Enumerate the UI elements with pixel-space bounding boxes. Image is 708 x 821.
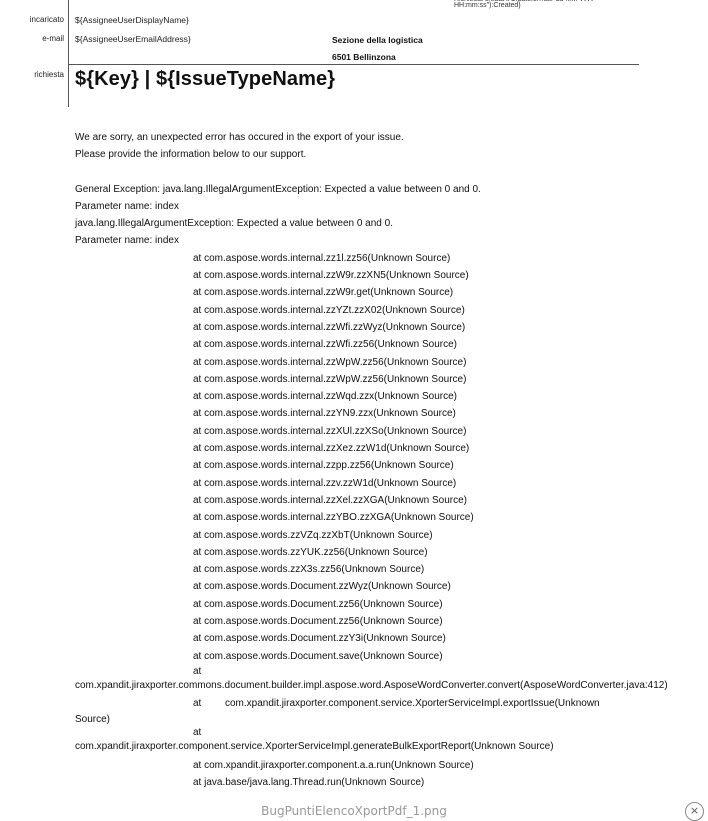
stack-frame: at com.aspose.words.zzX3s.zz56(Unknown Source) bbox=[193, 564, 425, 576]
stack-frame: at com.aspose.words.internal.zzYN9.zzx(Unknown Source) bbox=[193, 408, 456, 420]
error-message-line2: Please provide the information below to our support. bbox=[75, 149, 307, 161]
bulk-export-frame: com.xpandit.jiraxporter.component.service.XporterServiceImpl.generateBulkExportReport(Unknown Source) bbox=[75, 741, 554, 753]
stack-frame: at com.aspose.words.internal.zzWfi.zzWyz(Unknown Source) bbox=[193, 321, 466, 333]
email-value: ${AssigneeUserEmailAddress} bbox=[75, 34, 191, 44]
export-frame-row bbox=[75, 695, 705, 712]
converter-frame: com.xpandit.jiraxporter.commons.document.builder.impl.aspose.word.AsposeWordConverter.convert(AsposeWordConverter.java:412) bbox=[75, 679, 668, 691]
export-frame-wrap-spacer: Source) bbox=[75, 713, 111, 725]
stack-frame: at com.aspose.words.internal.zzYZt.zzX02(Unknown Source) bbox=[193, 304, 465, 316]
stack-frame: at java.base/java.lang.Thread.run(Unknown Source) bbox=[193, 777, 425, 788]
org-address: 6501 Bellinzona bbox=[332, 52, 396, 62]
issue-title: ${Key} | ${IssueTypeName} bbox=[75, 68, 336, 90]
stack-frame: at com.aspose.words.Document.zzWyz(Unknown Source) bbox=[193, 581, 451, 593]
stack-frame-at: at bbox=[193, 698, 202, 710]
stack-frame: at com.aspose.words.internal.zzWpW.zz56(Unknown Source) bbox=[193, 373, 467, 385]
stack-frame: at com.aspose.words.internal.zzW9r.get(Unknown Source) bbox=[193, 287, 454, 299]
stack-frame: at com.aspose.words.internal.zzW9r.zzXN5(Unknown Source) bbox=[193, 270, 469, 282]
created-date-line2: HH:mm:ss"):Created} bbox=[454, 2, 521, 9]
stack-frame-at: at bbox=[193, 727, 202, 739]
stack-frame: at com.aspose.words.internal.zzXel.zzXGA(Unknown Source) bbox=[193, 494, 468, 506]
general-exception: General Exception: java.lang.IllegalArgumentException: Expected a value between 0 and 0. bbox=[75, 183, 481, 195]
stack-frame: at com.aspose.words.Document.save(Unknown Source) bbox=[193, 650, 443, 662]
export-frame: com.xpandit.jiraxporter.component.service.XporterServiceImpl.exportIssue(Unknown bbox=[225, 698, 600, 710]
stack-frame: at com.aspose.words.zzVZq.zzXbT(Unknown Source) bbox=[193, 529, 433, 541]
stack-frame: at com.aspose.words.internal.zzv.zzW1d(Unknown Source) bbox=[193, 477, 457, 489]
stack-frame: at com.xpandit.jiraxporter.component.a.a.run(Unknown Source) bbox=[193, 759, 474, 771]
stack-frame: at com.aspose.words.internal.zzWpW.zz56(Unknown Source) bbox=[193, 356, 467, 368]
error-message-line1: We are sorry, an unexpected error has occured in the export of your issue. bbox=[75, 132, 404, 143]
stack-frame-at: at bbox=[193, 665, 202, 677]
stack-frame: at com.aspose.words.internal.zzXUl.zzXSo(Unknown Source) bbox=[193, 425, 467, 437]
stack-frame: at com.aspose.words.internal.zzWqd.zzx(Unknown Source) bbox=[193, 391, 457, 403]
stack-frame: at com.aspose.words.internal.zzpp.zz56(Unknown Source) bbox=[193, 460, 454, 472]
org-name: Sezione della logistica bbox=[332, 35, 423, 45]
assignee-value: ${AssigneeUserDisplayName} bbox=[75, 15, 189, 25]
stack-frame: at com.aspose.words.internal.zz1l.zz56(Unknown Source) bbox=[193, 252, 451, 264]
stack-frame: at com.aspose.words.Document.zz56(Unknown Source) bbox=[193, 616, 443, 628]
stack-frame: at com.aspose.words.internal.zzXez.zzW1d(Unknown Source) bbox=[193, 443, 470, 455]
cause-exception: java.lang.IllegalArgumentException: Expected a value between 0 and 0. bbox=[75, 218, 393, 230]
email-label: e-mail bbox=[42, 34, 64, 43]
stack-frame: at com.aspose.words.internal.zzWfi.zz56(Unknown Source) bbox=[193, 339, 457, 351]
stack-frame: at com.aspose.words.Document.zzY3i(Unknown Source) bbox=[193, 633, 446, 645]
close-icon[interactable]: × bbox=[685, 802, 704, 821]
error-report bbox=[75, 129, 705, 791]
stack-frames bbox=[75, 250, 705, 665]
header-vertical-divider bbox=[68, 0, 69, 107]
created-date-field bbox=[454, 0, 624, 10]
stack-frame: at com.aspose.words.Document.zz56(Unknown Source) bbox=[193, 598, 443, 610]
header-horizontal-divider bbox=[68, 64, 639, 65]
image-filename-caption: BugPuntiElencoXportPdf_1.png bbox=[261, 804, 447, 818]
parameter-name-2: Parameter name: index bbox=[75, 235, 179, 247]
stack-frame: at com.aspose.words.internal.zzYBO.zzXGA(Unknown Source) bbox=[193, 512, 474, 524]
stack-frame: at com.aspose.words.zzYUK.zz56(Unknown Source) bbox=[193, 546, 428, 558]
assignee-label: incaricato bbox=[29, 15, 64, 24]
parameter-name-1: Parameter name: index bbox=[75, 200, 179, 212]
request-label: richiesta bbox=[34, 70, 64, 79]
